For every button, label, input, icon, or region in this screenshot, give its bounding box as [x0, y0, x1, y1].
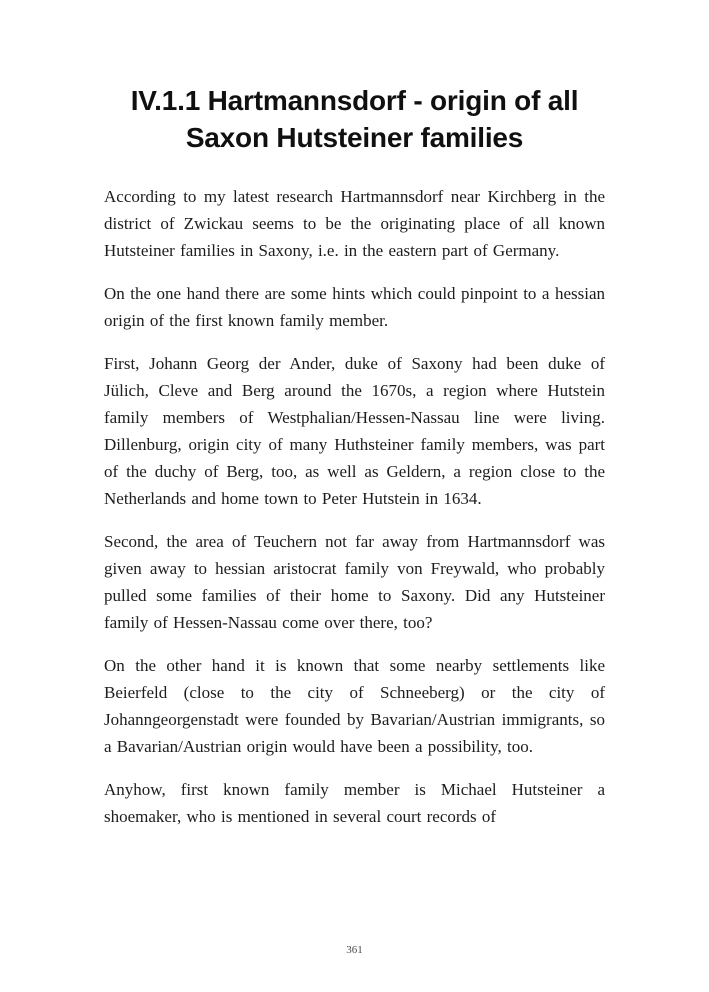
page-title-line-2: Saxon Hutsteiner families — [185, 122, 524, 153]
page-title-line-1: IV.1.1 Hartmannsdorf - origin of all — [130, 85, 579, 116]
body-paragraph: According to my latest research Hartmannsdorf near Kirchberg in the district of Zwickau seems to be the originating place of all known Hutsteiner families in Saxony, i.e. in the eastern part of Germany. — [104, 187, 605, 260]
body-paragraph: First, Johann Georg der Ander, duke of Saxony had been duke of Jülich, Cleve and Berg around the 1670s, a region where Hutstein family members of Westphalian/Hessen-Nassau line were living. Dillenburg, origin city of many Huthsteiner family members, was part of the duchy of Berg, too, as well as Geldern, a region close to the Netherlands and home town to Peter Hutstein in 1634. — [104, 354, 605, 508]
body-paragraph: Anyhow, first known family member is Michael Hutsteiner a shoemaker, who is mentioned in several court records of — [104, 780, 605, 826]
page-body — [104, 183, 605, 830]
body-paragraph: Second, the area of Teuchern not far away from Hartmannsdorf was given away to hessian aristocrat family von Freywald, who probably pulled some families of their home to Saxony. Did any Hutsteiner family of Hessen-Nassau come over there, too? — [104, 532, 605, 632]
page-title — [104, 82, 605, 156]
body-paragraph: On the other hand it is known that some nearby settlements like Beierfeld (close to the city of Schneeberg) or the city of Johanngeorgenstadt were founded by Bavarian/Austrian immigrants, so a Bavarian/Austrian origin would have been a possibility, too. — [104, 656, 605, 756]
body-paragraph: On the one hand there are some hints which could pinpoint to a hessian origin of the first known family member. — [104, 284, 605, 330]
page-number: 361 — [346, 944, 363, 956]
